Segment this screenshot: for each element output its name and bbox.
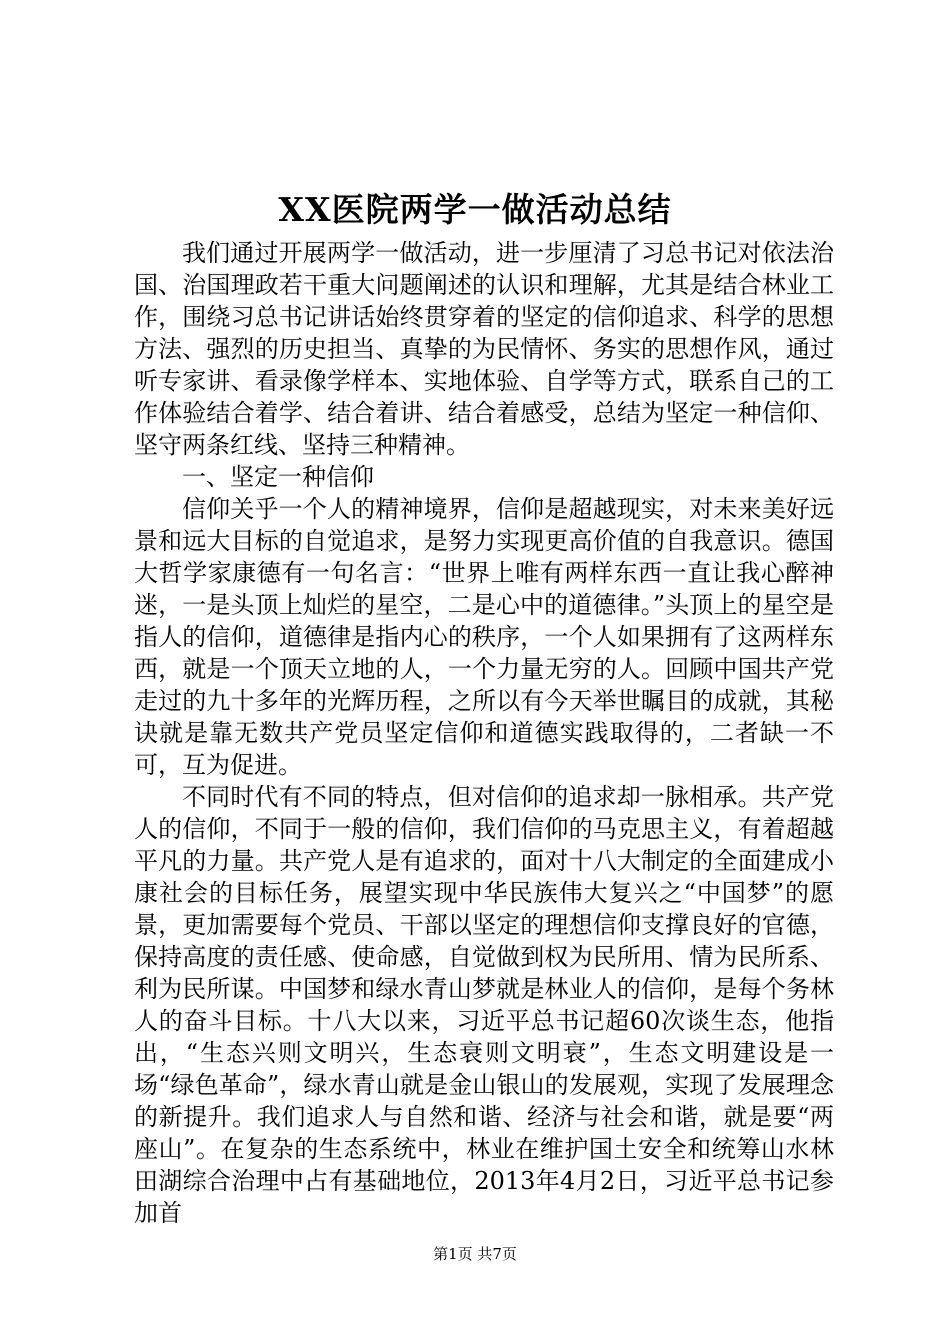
page-footer: 第1页 共7页	[433, 1245, 517, 1263]
document-body	[134, 237, 834, 1229]
document-title: XX医院两学一做活动总结	[278, 190, 672, 229]
paragraph-intro: 我们通过开展两学一做活动，进一步厘清了习总书记对依法治国、治国理政若干重大问题阐述的认识和理解，尤其是结合林业工作，围绕习总书记讲话始终贯穿着的坚定的信仰追求、科学的思想方法、强烈的历史担当、真挚的为民情怀、务实的思想作风，通过听专家讲、看录像学样本、实地体验、自学等方式，联系自己的工作体验结合着学、结合着讲、结合着感受，总结为坚定一种信仰、坚守两条红线、坚持三种精神。	[134, 239, 834, 459]
section-heading: 一、坚定一种信仰	[182, 463, 374, 491]
paragraph-belief: 信仰关乎一个人的精神境界，信仰是超越现实，对未来美好远景和远大目标的自觉追求，是努力实现更高价值的自我意识。德国大哲学家康德有一句名言：“世界上唯有两样东西一直让我心醉神迷，一是头顶上灿烂的星空，二是心中的道德律。”头顶上的星空是指人的信仰，道德律是指内心的秩序，一个人如果拥有了这两样东西，就是一个顶天立地的人，一个力量无穷的人。回顾中国共产党走过的九十多年的光辉历程，之所以有今天举世瞩目的成就，其秘诀就是靠无数共产党员坚定信仰和道德实践取得的，二者缺一不可，互为促进。	[134, 495, 834, 779]
paragraph-times: 不同时代有不同的特点，但对信仰的追求却一脉相承。共产党人的信仰，不同于一般的信仰，我们信仰的马克思主义，有着超越平凡的力量。共产党人是有追求的，面对十八大制定的全面建成小康社会的目标任务，展望实现中华民族伟大复兴之“中国梦”的愿景，更加需要每个党员、干部以坚定的理想信仰支撑良好的官德，保持高度的责任感、使命感，自觉做到权为民所用、情为民所系、利为民所谋。中国梦和绿水青山梦就是林业人的信仰，是每个务林人的奋斗目标。十八大以来，习近平总书记超60次谈生态，他指出，“生态兴则文明兴，生态衰则文明衰”，生态文明建设是一场“绿色革命”，绿水青山就是金山银山的发展观，实现了发展理念的新提升。我们追求人与自然和谐、经济与社会和谐，就是要“两座山”。在复杂的生态系统中，林业在维护国土安全和统筹山水林田湖综合治理中占有基础地位，2013年4月2日，习近平总书记参加首	[134, 783, 834, 1227]
